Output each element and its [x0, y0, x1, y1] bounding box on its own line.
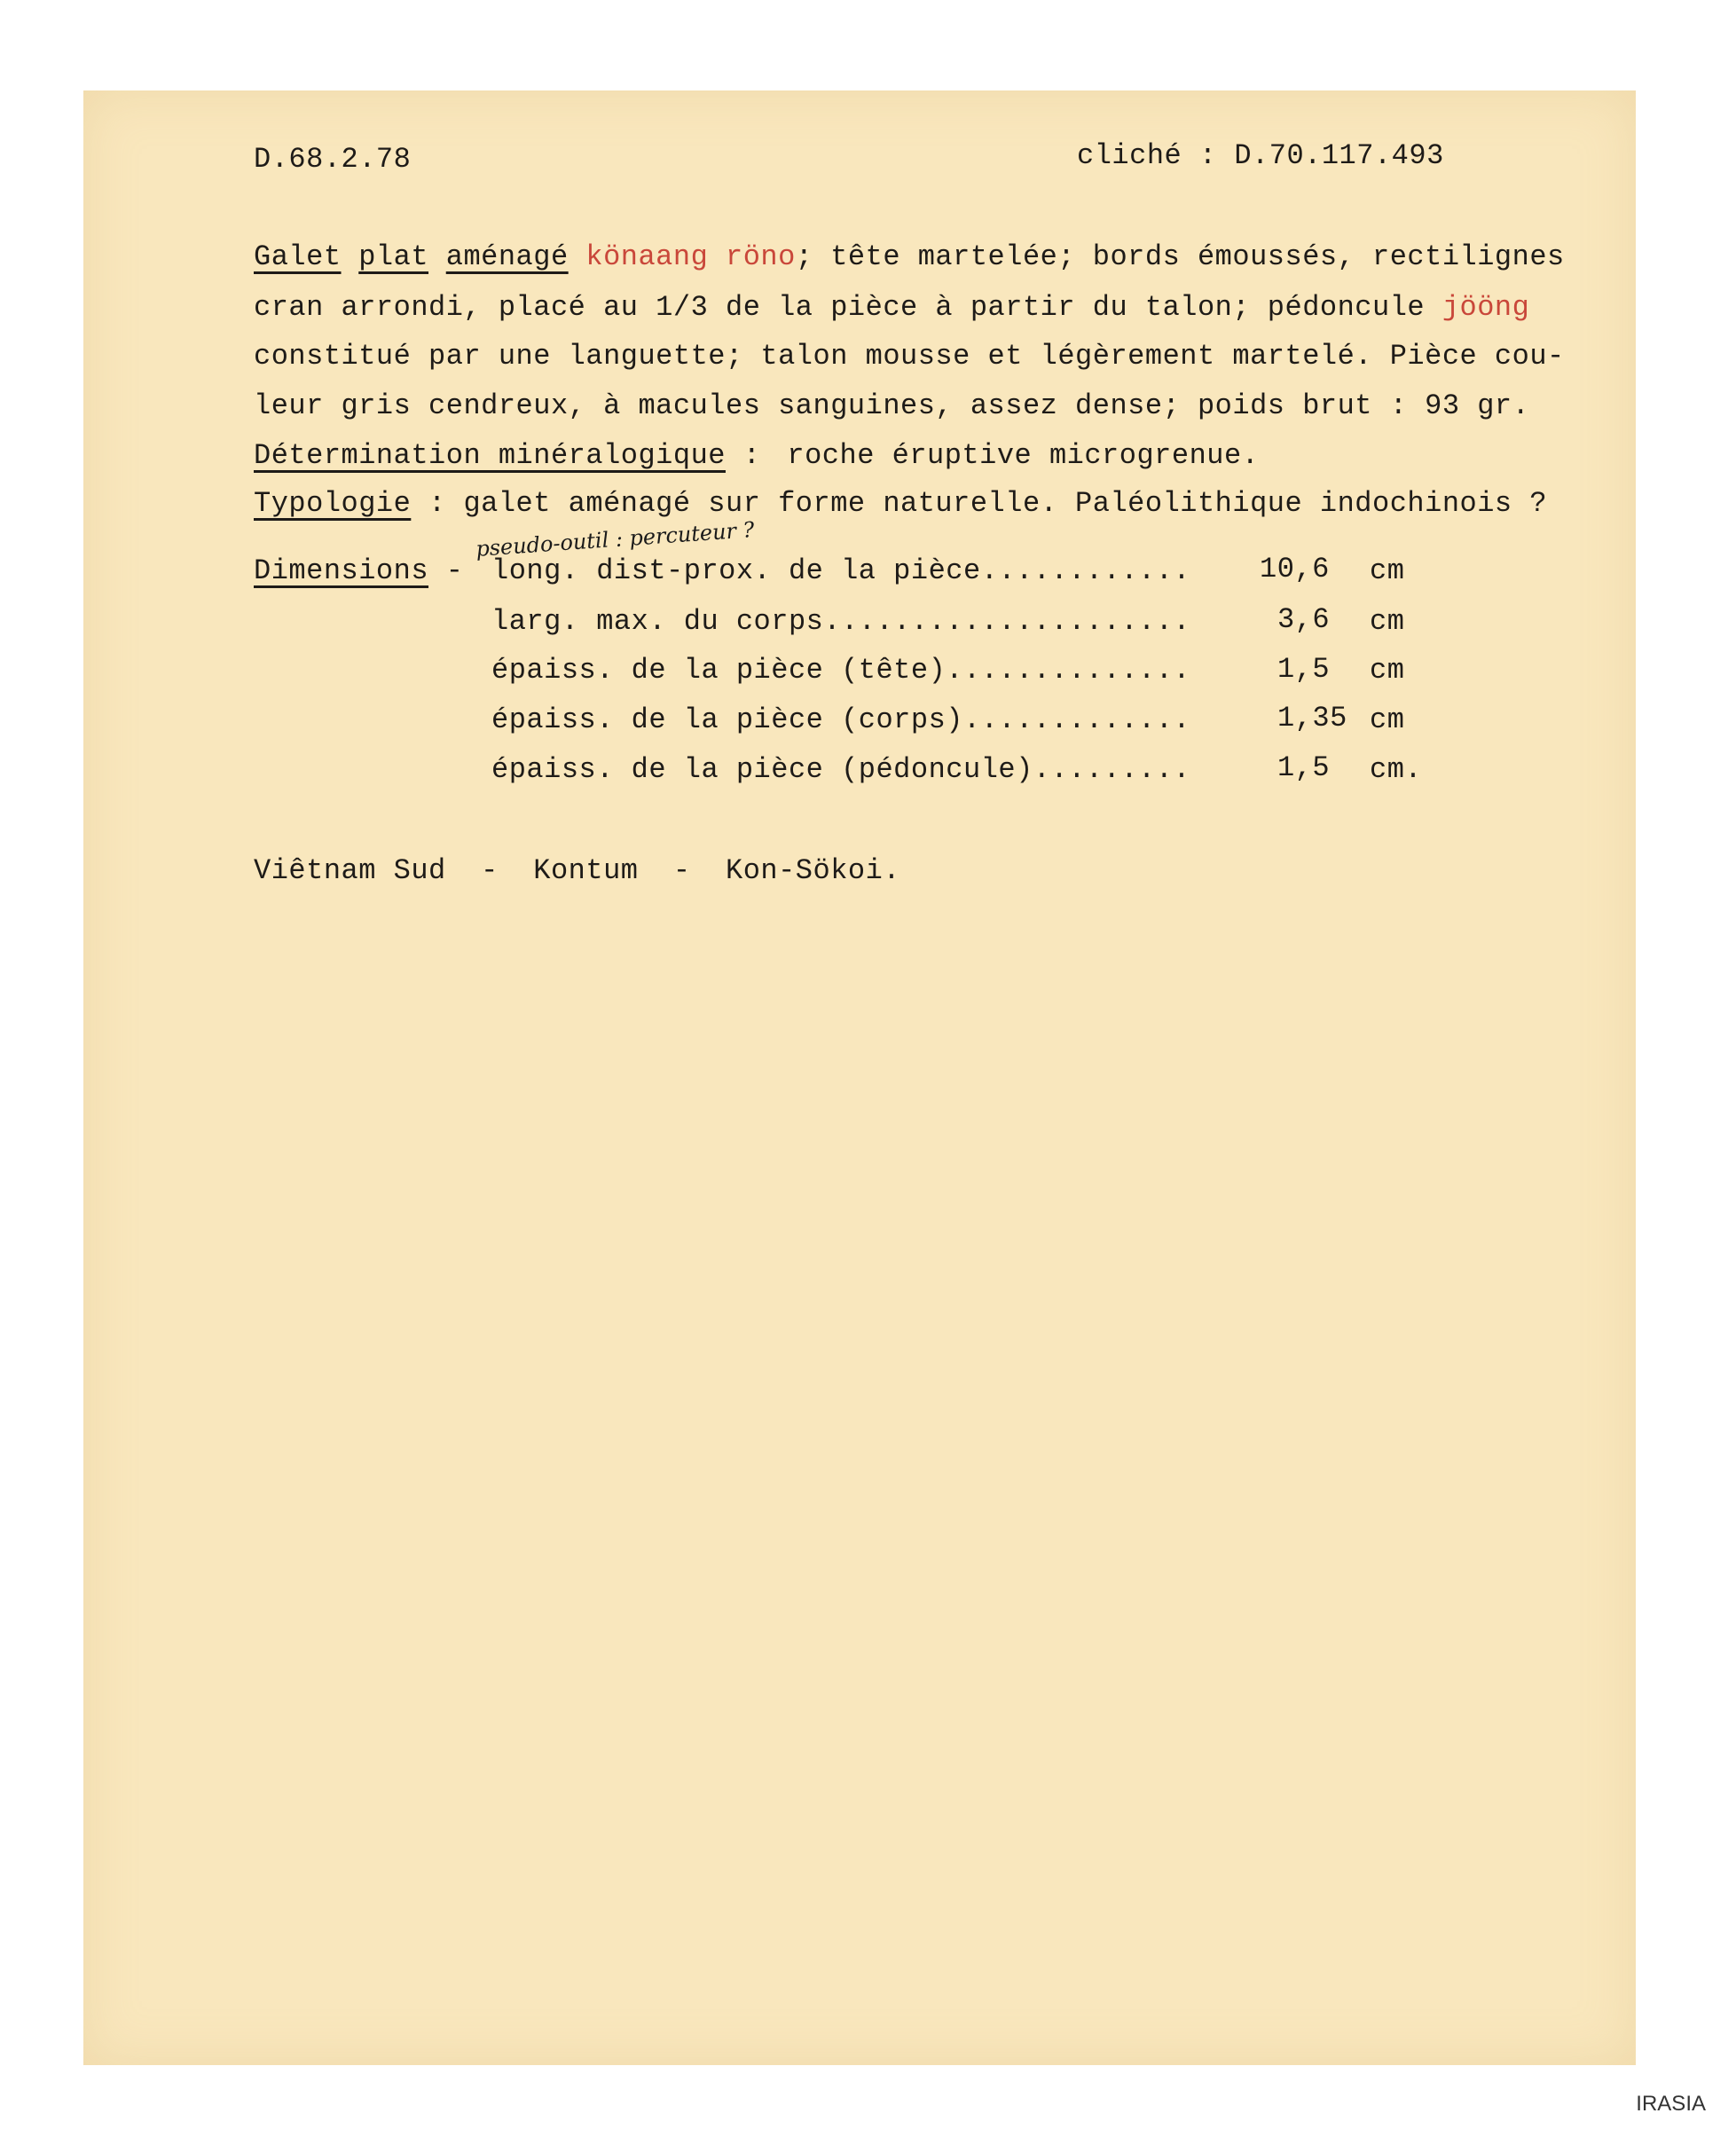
mineralogy-separator: :	[725, 439, 761, 472]
local-term-konaang-rono: könaang röno	[585, 240, 796, 273]
dimension-value: 10,6	[1260, 553, 1330, 585]
description-line-1	[254, 240, 1565, 275]
handwritten-annotation: pseudo-outil : percuteur ?	[475, 517, 756, 562]
dimension-value: 3,6	[1277, 603, 1331, 636]
dimension-unit: cm	[1370, 654, 1405, 687]
term-galet: Galet	[254, 240, 342, 273]
dimension-label: épaiss. de la pièce (tête)..............	[491, 654, 1191, 687]
dimension-value: 1,5	[1277, 751, 1331, 784]
dimensions-heading	[254, 554, 463, 589]
mineralogy-line	[254, 438, 1259, 474]
typology-line	[254, 486, 1547, 522]
mineralogy-label: Détermination minéralogique	[254, 439, 726, 472]
description-line-4: leur gris cendreux, à macules sanguines, assez dense; poids brut : 93 gr.	[254, 389, 1530, 422]
dimension-label: épaiss. de la pièce (pédoncule).........	[491, 753, 1191, 786]
document-reference: D.68.2.78	[254, 143, 412, 176]
dimension-unit: cm	[1370, 605, 1405, 638]
location-line: Viêtnam Sud - Kontum - Kon-Sökoi.	[254, 854, 901, 887]
description-line-2-text: cran arrondi, placé au 1/3 de la pièce à partir du talon; pédoncule	[254, 291, 1442, 324]
dimension-label: épaiss. de la pièce (corps).............	[491, 703, 1191, 736]
term-plat: plat	[358, 240, 429, 273]
dimensions-dash: -	[428, 554, 464, 587]
description-line-3: constitué par une languette; talon mousse et légèrement martelé. Pièce cou-	[254, 340, 1565, 373]
description-line-2	[254, 290, 1529, 326]
local-term-joong: jööng	[1441, 291, 1530, 324]
archive-sheet	[83, 90, 1636, 2065]
dimension-value: 1,35	[1277, 702, 1347, 735]
dimension-unit: cm	[1370, 703, 1405, 736]
typology-label: Typologie	[254, 487, 412, 520]
dimension-value: 1,5	[1277, 653, 1331, 686]
cliche-reference: cliché : D.70.117.493	[1077, 139, 1444, 172]
watermark: IRASIA	[1636, 2092, 1706, 2116]
dimension-unit: cm	[1370, 554, 1405, 587]
mineralogy-value: roche éruptive microgrenue.	[787, 439, 1260, 472]
dimension-label: larg. max. du corps.....................	[491, 605, 1191, 638]
description-line-1-rest: ; tête martelée; bords émoussés, rectilignes	[795, 240, 1565, 273]
dimensions-label: Dimensions	[254, 554, 429, 587]
dimension-unit: cm.	[1370, 753, 1423, 786]
term-amenage: aménagé	[445, 240, 569, 273]
typology-value: : galet aménagé sur forme naturelle. Paléolithique indochinois ?	[411, 487, 1548, 520]
dimension-label: long. dist-prox. de la pièce............	[491, 554, 1191, 587]
